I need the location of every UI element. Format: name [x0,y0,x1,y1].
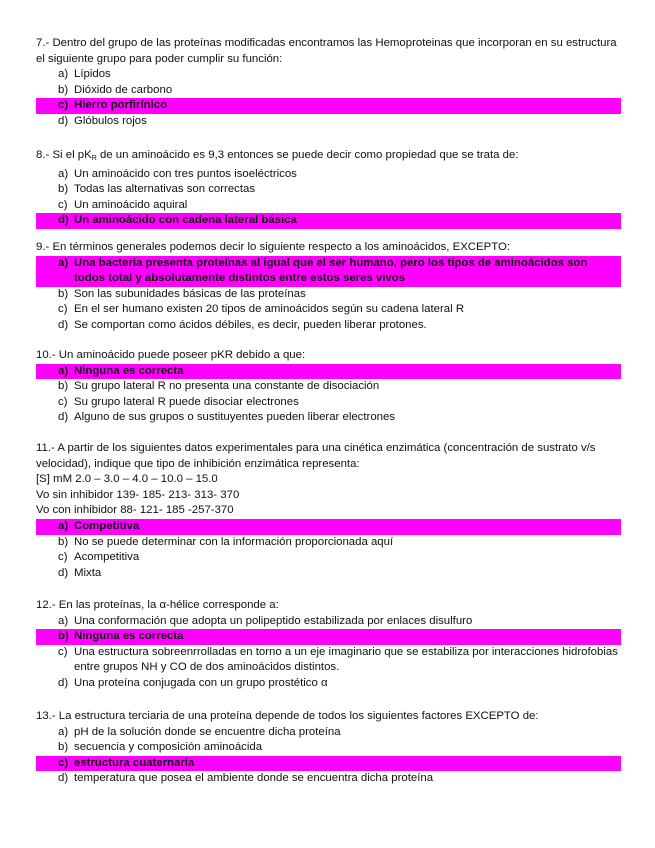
option-letter: d) [58,318,69,331]
question-stem: 10.- Un aminoácido puede poseer pKR debido a que: [36,349,306,361]
option-text: Glóbulos rojos [74,114,147,127]
option-text: Lípidos [74,68,111,81]
option-d[interactable] [36,676,621,692]
option-text: Son las subunidades básicas de las proteínas [74,287,306,300]
option-c[interactable] [36,198,621,214]
option-letter: d) [58,676,69,689]
options-list [36,519,621,581]
option-letter: a) [58,725,69,738]
data-line-with-inhibitor: Vo con inhibidor 88- 121- 185 -257-370 [36,504,234,517]
stem-text: 8.- Si el pK [36,149,92,161]
option-text: Acompetitiva [74,551,140,564]
option-text: Una proteína conjugada con un grupo prostético α [74,676,328,689]
option-b[interactable] [36,182,621,198]
options-list [36,364,621,426]
option-a-highlighted[interactable] [36,256,621,287]
options-list [36,256,621,334]
option-text: Todas las alternativas son correctas [74,183,256,196]
question-12 [36,598,621,692]
option-b[interactable] [36,83,621,99]
question-stem: 11.- A partir de los siguientes datos experimentales para una cinética enzimática (concentración de sustrato v/s velocidad), indique que tipo de inhibición enzimática representa: [36,442,596,470]
option-text: pH de la solución donde se encuentre dicha proteína [74,725,341,738]
question-7 [36,36,621,130]
option-c[interactable] [36,395,621,411]
question-13 [36,709,621,787]
option-text: Se comportan como ácidos débiles, es decir, pueden liberar protones. [74,318,427,331]
option-letter: b) [58,287,69,300]
option-text: En el ser humano existen 20 tipos de aminoácidos según su cadena lateral R [74,303,465,316]
stem-subscript: R [91,155,97,162]
options-list [36,725,621,787]
option-letter: a) [58,167,69,180]
option-text: Un aminoácido con tres puntos isoeléctricos [74,167,297,180]
option-letter: c) [58,395,68,408]
option-a[interactable] [36,67,621,83]
data-line-substrate: [S] mM 2.0 – 3.0 – 4.0 – 10.0 – 15.0 [36,473,218,486]
option-b[interactable] [36,379,621,395]
option-a[interactable] [36,167,621,183]
option-letter: d) [58,411,69,424]
stem-text: de un aminoácido es 9,3 entonces se puede decir como propiedad que se trata de: [96,149,519,161]
data-line-without-inhibitor: Vo sin inhibidor 139- 185- 213- 313- 370 [36,488,240,501]
option-letter: d) [58,214,69,227]
question-11 [36,441,621,581]
options-list [36,67,621,129]
option-d-highlighted[interactable] [36,213,621,229]
option-text: Hierro porfirínico [74,99,168,112]
option-letter: c) [58,645,68,658]
option-letter: a) [58,364,69,377]
option-d[interactable] [36,318,621,334]
option-d[interactable] [36,566,621,582]
option-text: No se puede determinar con la información proporcionada aquí [74,535,394,548]
option-a-highlighted[interactable] [36,519,621,535]
option-a-highlighted[interactable] [36,364,621,380]
option-text: Su grupo lateral R no presenta una constante de disociación [74,380,380,393]
option-letter: b) [58,83,69,96]
option-letter: b) [58,630,69,643]
option-text: Ninguna es correcta [74,364,184,377]
option-text: Ninguna es correcta [74,630,184,643]
option-text: Una estructura sobreenrrolladas en torno a un eje imaginario que se estabiliza por interacciones hidrofobias entre grupos NH y CO de dos aminoácidos distintos. [74,645,618,674]
question-10 [36,348,621,426]
question-stem: 12.- En las proteínas, la α-hélice corresponde a: [36,599,279,611]
option-text: Un aminoácido con cadena lateral básica [74,214,297,227]
option-letter: d) [58,114,69,127]
option-letter: c) [58,551,68,564]
options-list [36,614,621,692]
option-letter: b) [58,183,69,196]
option-text: Mixta [74,566,102,579]
option-letter: c) [58,756,69,769]
question-8 [36,148,621,229]
question-stem [36,148,621,167]
option-c[interactable] [36,550,621,566]
option-text: Una bacteria presenta proteínas al igual que el ser humano, pero los tipos de aminoácidos son todos total y absolutamente distintos entre estos seres vivos [74,256,588,285]
option-text: temperatura que posea el ambiente donde se encuentra dicha proteína [74,772,434,785]
option-letter: c) [58,303,68,316]
option-text: secuencia y composición aminoácida [74,741,263,754]
option-text: Competitiva [74,519,140,532]
option-text: Una conformación que adopta un polipeptido estabilizada por enlaces disulfuro [74,614,473,627]
option-d[interactable] [36,410,621,426]
option-text: Dióxido de carbono [74,83,173,96]
question-stem: 9.- En términos generales podemos decir lo siguiente respecto a los aminoácidos, EXCEPTO: [36,241,511,253]
option-letter: a) [58,614,69,627]
option-letter: a) [58,68,69,81]
option-c[interactable] [36,645,621,676]
option-a[interactable] [36,725,621,741]
option-b-highlighted[interactable] [36,629,621,645]
option-letter: c) [58,198,68,211]
option-text: estructura cuaternaria [74,756,195,769]
question-stem: 7.- Dentro del grupo de las proteínas modificadas encontramos las Hemoproteinas que incorporan en su estructura el siguiente grupo para poder cumplir su función: [36,37,617,65]
option-c[interactable] [36,302,621,318]
option-letter: d) [58,566,69,579]
option-c-highlighted[interactable] [36,756,621,772]
option-letter: a) [58,256,69,269]
option-text: Alguno de sus grupos o sustituyentes pueden liberar electrones [74,411,396,424]
option-letter: a) [58,519,69,532]
option-letter: b) [58,741,69,754]
option-d[interactable] [36,771,621,787]
option-letter: b) [58,380,69,393]
option-b[interactable] [36,535,621,551]
option-letter: d) [58,772,69,785]
option-text: Un aminoácido aquiral [74,198,188,211]
option-b[interactable] [36,740,621,756]
option-letter: c) [58,99,69,112]
option-b[interactable] [36,287,621,303]
option-a[interactable] [36,614,621,630]
option-d[interactable] [36,114,621,130]
option-text: Su grupo lateral R puede disociar electrones [74,395,299,408]
question-9 [36,240,621,334]
option-letter: b) [58,535,69,548]
question-stem: 13.- La estructura terciaria de una proteína depende de todos los siguientes factores EXCEPTO de: [36,710,539,722]
options-list [36,167,621,229]
option-c-highlighted[interactable] [36,98,621,114]
